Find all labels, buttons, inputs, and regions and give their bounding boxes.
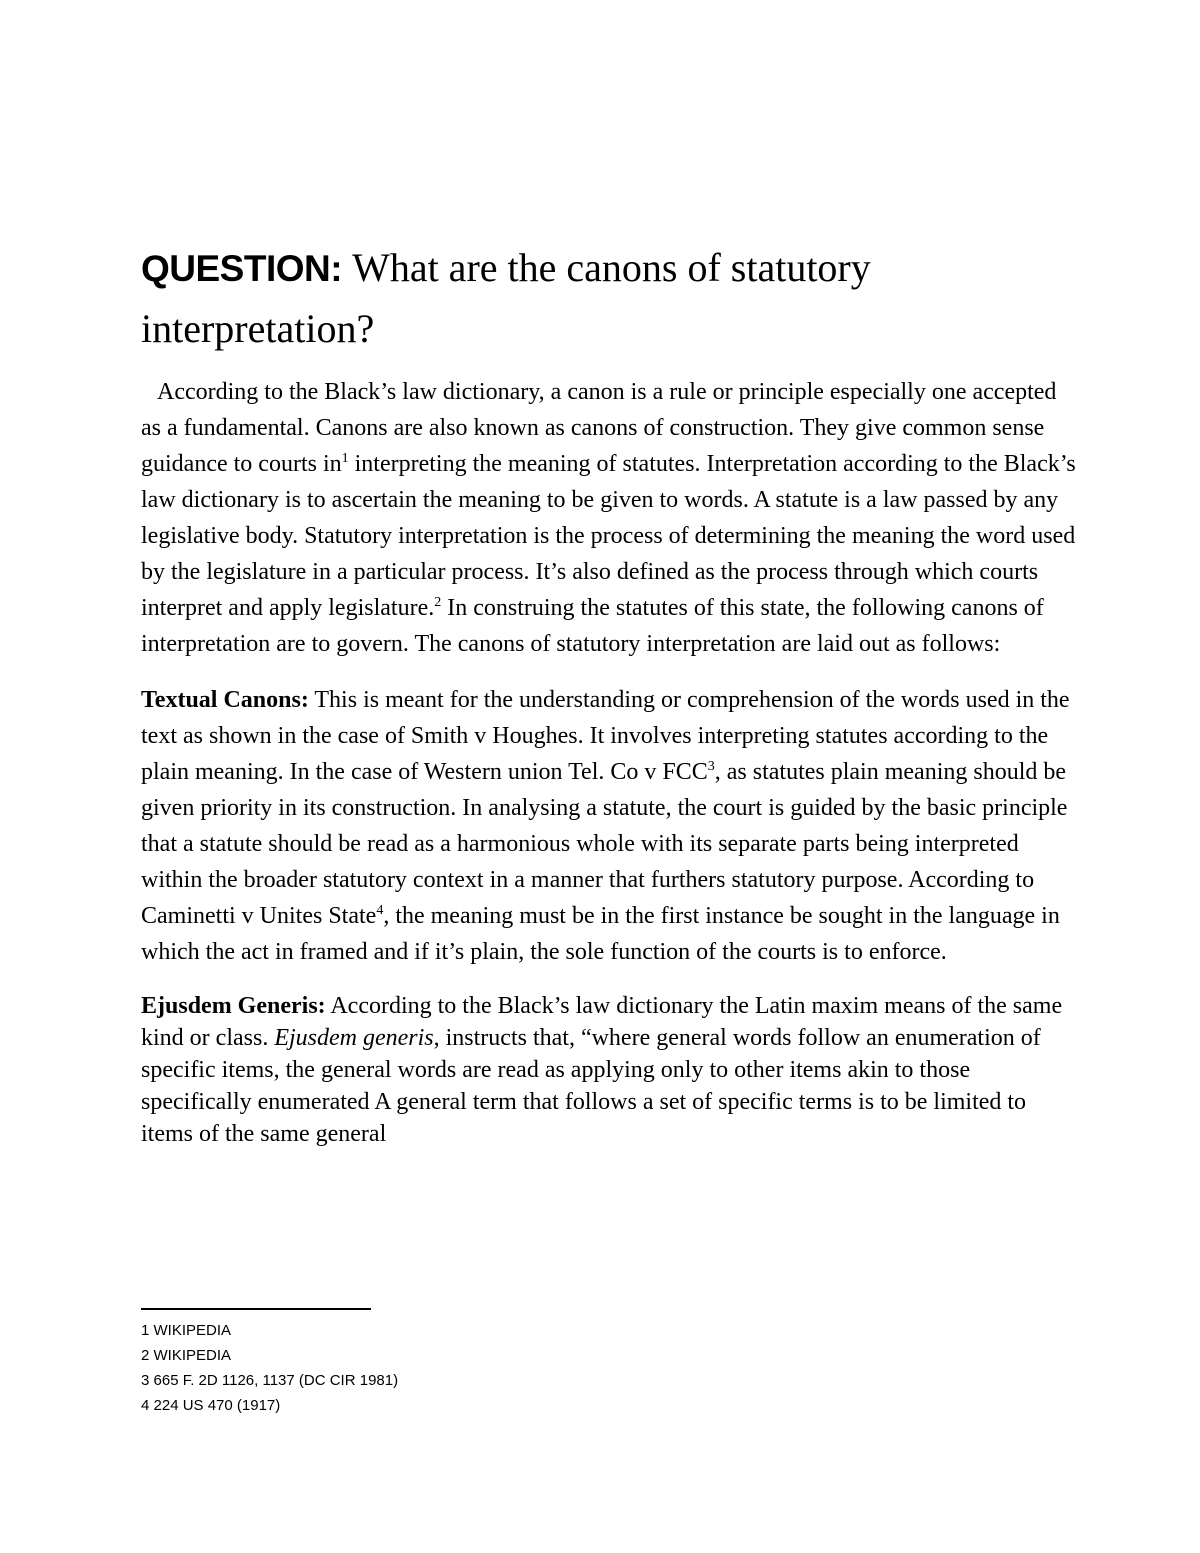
footnote-item: 4 224 US 470 (1917)	[141, 1397, 281, 1414]
ejusdem-text-2: , instructs that, “where general words follow an enumeration of specific items, the general words are read as applying only to other items akin to those specifically enumerated A general term that follows a set of specific terms is to be limited to items of the same general	[141, 1025, 1041, 1147]
question-text: What are the canons of statutory interpretation?	[141, 245, 871, 351]
intro-paragraph	[141, 374, 1081, 662]
question-label: QUESTION:	[141, 248, 343, 289]
textual-text-3: , the meaning must be in the first instance be sought in the language in which the act in framed and if it’s plain, the sole function of the courts is to enforce.	[141, 903, 1060, 965]
textual-text-2: , as statutes plain meaning should be given priority in its construction. In analysing a statute, the court is guided by the basic principle that a statute should be read as a harmonious whole with its separate parts being interpreted within the broader statutory context in a manner that furthers statutory purpose. According to Caminetti v Unites State	[141, 759, 1068, 929]
intro-text-3: In construing the statutes of this state, the following canons of interpretation are to govern. The canons of statutory interpretation are laid out as follows:	[141, 595, 1044, 657]
footnote-ref-2: 2	[434, 595, 442, 610]
footnote-item: 2 WIKIPEDIA	[141, 1347, 232, 1364]
footnotes-list	[141, 1318, 741, 1418]
footnote-ref-3: 3	[707, 759, 715, 774]
ejusdem-italic-term: Ejusdem generis	[274, 1025, 434, 1051]
footnote-ref-1: 1	[341, 451, 349, 466]
intro-text-2: interpreting the meaning of statutes. Interpretation according to the Black’s law dictionary is to ascertain the meaning to be given to words. A statute is a law passed by any legislative body. Statutory interpretation is the process of determining the meaning the word used by the legislature in a particular process. It’s also defined as the process through which courts interpret and apply legislature.	[141, 451, 1076, 621]
textual-canons-paragraph	[141, 682, 1081, 970]
question-heading	[141, 238, 1101, 359]
footnote-item: 3 665 F. 2D 1126, 1137 (DC CIR 1981)	[141, 1372, 399, 1389]
intro-text-1: According to the Black’s law dictionary, a canon is a rule or principle especially one accepted as a fundamental. Canons are also known as canons of construction. They give common sense guidance to courts in	[141, 379, 1057, 477]
textual-text-1: This is meant for the understanding or comprehension of the words used in the text as shown in the case of Smith v Houghes. It involves interpreting statutes according to the plain meaning. In the case of Western union Tel. Co v FCC	[141, 687, 1070, 785]
footnote-ref-4: 4	[376, 903, 384, 918]
textual-canons-heading: Textual Canons:	[141, 687, 309, 713]
footnote-separator	[141, 1308, 371, 1310]
ejusdem-generis-paragraph	[141, 990, 1081, 1150]
footnote-item: 1 WIKIPEDIA	[141, 1322, 232, 1339]
document-body	[141, 374, 1081, 1150]
ejusdem-generis-heading: Ejusdem Generis:	[141, 993, 326, 1019]
ejusdem-text-1: According to the Black’s law dictionary the Latin maxim means of the same kind or class.	[141, 993, 1063, 1051]
